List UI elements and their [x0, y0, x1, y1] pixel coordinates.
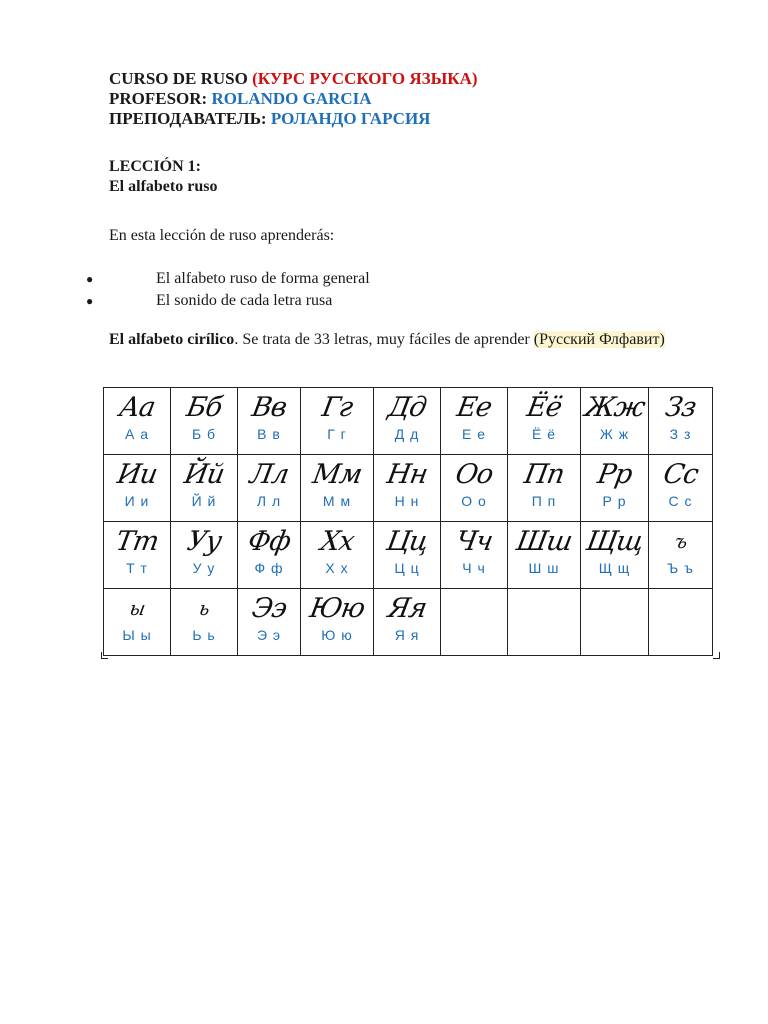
print-letter: Ъ ъ [667, 560, 694, 576]
letter-cell [581, 455, 649, 522]
print-letter: Э э [256, 627, 282, 643]
bullet-icon: ● [86, 272, 94, 287]
letter-cell [104, 388, 171, 455]
letter-cell [374, 388, 441, 455]
letter-cell [581, 589, 649, 656]
table-row [104, 522, 713, 589]
professor-label: PROFESOR: [109, 89, 208, 108]
paragraph-highlight: (Русский Флфавит) [533, 331, 665, 348]
cursive-letter: Рр [595, 459, 635, 490]
print-letter: Г г [327, 426, 347, 442]
letter-cell [104, 455, 171, 522]
letter-cell [374, 455, 441, 522]
cursive-letter: Лл [247, 459, 291, 490]
cursive-letter: ъ [672, 531, 689, 553]
print-letter: Ц ц [394, 560, 420, 576]
print-letter: У у [192, 560, 216, 576]
letter-cell [301, 388, 374, 455]
letter-cell [374, 522, 441, 589]
intro-text: En esta lección de ruso aprenderás: [109, 227, 335, 244]
cursive-letter: Оо [453, 459, 496, 490]
letter-cell [441, 455, 508, 522]
cursive-letter: Зз [663, 392, 699, 423]
letter-cell [104, 589, 171, 656]
cursive-letter: Гг [319, 392, 355, 423]
cursive-letter: Жж [582, 392, 647, 423]
letter-cell [441, 522, 508, 589]
print-letter: Р р [602, 493, 627, 509]
letter-cell [238, 388, 301, 455]
cursive-letter: Йй [181, 459, 227, 490]
letter-cell [171, 522, 238, 589]
cursive-letter: Ее [454, 392, 494, 423]
print-letter: Ш ш [528, 560, 560, 576]
print-letter: Н н [394, 493, 420, 509]
cursive-letter: Фф [245, 526, 293, 557]
paragraph-text: . Se trata de 33 letras, muy fáciles de aprender [234, 331, 534, 348]
lesson-number: LECCIÓN 1: [109, 158, 202, 175]
cursive-letter [438, 591, 510, 627]
print-letter: Щ щ [598, 560, 631, 576]
cursive-letter: Вв [249, 392, 289, 423]
letter-cell [238, 589, 301, 656]
cursive-letter: Ёё [524, 392, 564, 423]
letter-cell [441, 388, 508, 455]
letter-cell [171, 455, 238, 522]
list-item-text: El alfabeto ruso de forma general [156, 270, 370, 287]
cursive-letter: Сс [660, 459, 701, 490]
cursive-letter: Шш [514, 526, 575, 557]
cursive-letter: Чч [453, 526, 495, 557]
letter-cell [508, 589, 581, 656]
table-corner-mark [713, 652, 720, 659]
cursive-letter: Яя [385, 593, 429, 624]
print-letter: В в [257, 426, 281, 442]
cursive-letter: Уу [184, 526, 224, 557]
cursive-letter: Пп [521, 459, 567, 490]
letter-cell [104, 522, 171, 589]
cursive-letter: Ии [114, 459, 160, 490]
letter-cell [301, 522, 374, 589]
letter-cell [508, 388, 581, 455]
print-letter: С с [668, 493, 693, 509]
letter-cell [508, 455, 581, 522]
cursive-letter: Ээ [249, 593, 289, 624]
course-title-ru: (КУРС РУССКОГО ЯЗЫКА) [252, 69, 478, 88]
print-letter: М м [322, 493, 352, 509]
cursive-letter [578, 591, 651, 627]
print-letter: Я я [394, 627, 420, 643]
lesson-title: El alfabeto ruso [109, 178, 218, 195]
print-letter: Х х [325, 560, 349, 576]
print-letter: А а [124, 426, 149, 442]
cursive-letter [646, 591, 715, 627]
letter-cell [301, 589, 374, 656]
print-letter: Ч ч [462, 560, 486, 576]
letter-cell [238, 522, 301, 589]
print-letter: Ф ф [254, 560, 284, 576]
cursive-letter: Аа [117, 392, 158, 423]
letter-cell [649, 589, 713, 656]
cursive-letter: ь [197, 598, 211, 620]
paragraph-bold: El alfabeto cirílico [109, 331, 235, 348]
table-row [104, 388, 713, 455]
print-letter: Й й [191, 493, 217, 509]
course-title-es: CURSO DE RUSO [109, 69, 248, 88]
letter-cell [301, 455, 374, 522]
print-letter: Ы ы [122, 627, 152, 643]
print-letter: О о [461, 493, 487, 509]
print-letter: Ж ж [599, 426, 630, 442]
letter-cell [508, 522, 581, 589]
list-item [86, 291, 333, 311]
cursive-letter: Нн [384, 459, 430, 490]
cursive-letter: Цц [384, 526, 431, 557]
letter-cell [581, 388, 649, 455]
cursive-letter: Дд [385, 392, 429, 423]
table-corner-mark [101, 652, 108, 659]
professor-line [109, 89, 372, 109]
print-letter: И и [124, 493, 150, 509]
print-letter: Т т [126, 560, 148, 576]
letter-cell [441, 589, 508, 656]
professor-name: ROLANDO GARCIA [211, 89, 372, 108]
letter-cell [238, 455, 301, 522]
cursive-letter: Мм [310, 459, 364, 490]
cursive-letter: Бб [184, 392, 224, 423]
letter-cell [581, 522, 649, 589]
course-title [109, 69, 478, 89]
table-row [104, 455, 713, 522]
letter-cell [374, 589, 441, 656]
letter-cell [171, 388, 238, 455]
cursive-letter: Тт [113, 526, 161, 557]
letter-cell [171, 589, 238, 656]
print-letter: Ё ё [531, 426, 557, 442]
print-letter: Д д [394, 426, 420, 442]
print-letter: Л л [256, 493, 282, 509]
print-letter: Е е [461, 426, 486, 442]
alphabet-paragraph [109, 329, 669, 351]
letter-cell [649, 455, 713, 522]
list-item-text: El sonido de cada letra rusa [156, 292, 333, 309]
cursive-letter [505, 591, 583, 627]
print-letter: Ю ю [321, 627, 353, 643]
print-letter: Б б [191, 426, 217, 442]
cursive-letter: Хх [318, 526, 357, 557]
bullet-icon: ● [86, 294, 94, 309]
table-row [104, 589, 713, 656]
teacher-line [109, 109, 430, 129]
cursive-letter: ы [127, 598, 147, 620]
print-letter: Ь ь [192, 627, 216, 643]
list-item [86, 269, 370, 289]
letter-cell [649, 522, 713, 589]
teacher-name: РОЛАНДО ГАРСИЯ [270, 109, 431, 128]
print-letter: З з [669, 426, 692, 442]
cursive-letter: Юю [307, 593, 367, 624]
print-letter: П п [531, 493, 557, 509]
alphabet-table [103, 387, 713, 656]
cursive-letter: Щщ [583, 526, 646, 557]
letter-cell [649, 388, 713, 455]
teacher-label: ПРЕПОДАВАТЕЛЬ: [109, 109, 267, 128]
